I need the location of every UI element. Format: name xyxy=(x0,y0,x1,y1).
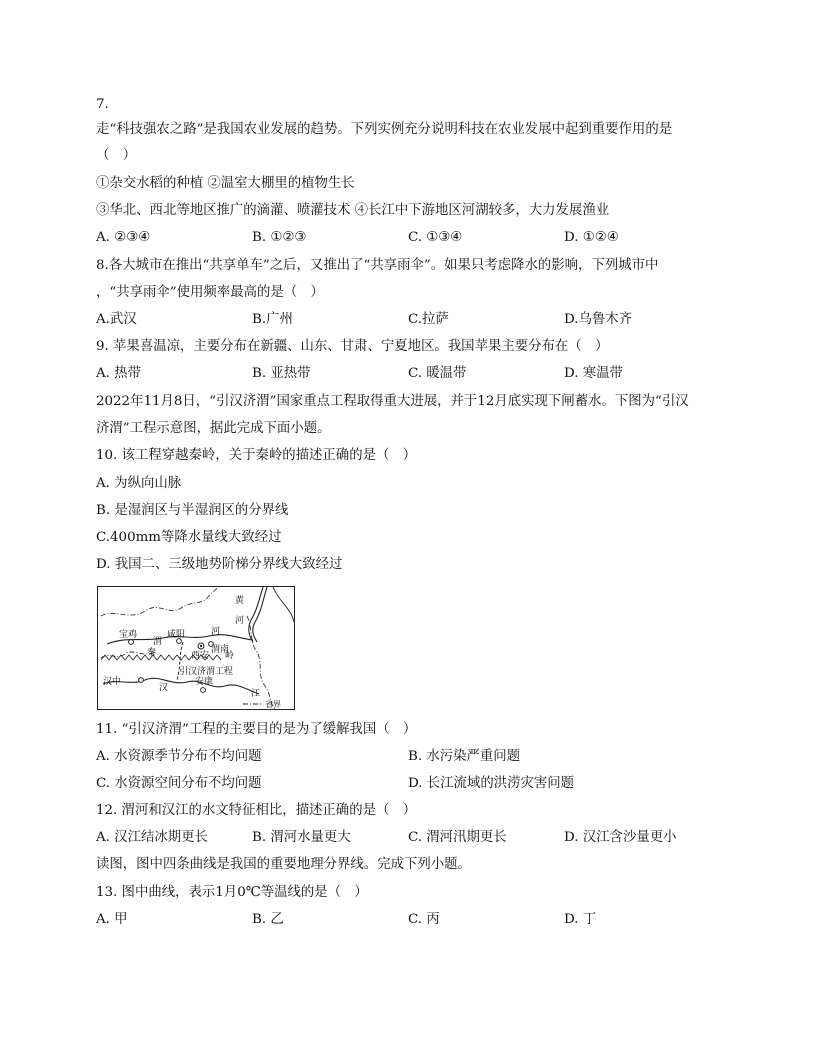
q7-bracket: （ ） xyxy=(96,148,137,163)
map-legend-label: 省界 xyxy=(265,700,281,709)
map-label-xian: 西安 xyxy=(191,651,210,661)
q10-option-a[interactable]: A. 为纵向山脉 xyxy=(96,476,182,491)
q11-option-b[interactable]: B. 水污染严重问题 xyxy=(408,749,521,764)
intro-13: 读图，图中四条曲线是我国的重要地理分界线。完成下列小题。 xyxy=(96,857,471,872)
q11-stem: 11. “引汉济渭”工程的主要目的是为了缓解我国（ ） xyxy=(96,722,417,737)
baoji-city-marker xyxy=(129,640,134,645)
q12-option-d[interactable]: D. 汉江含沙量更小 xyxy=(564,830,677,845)
map-label-huang: 黄 xyxy=(235,596,245,606)
q13-option-d[interactable]: D. 丁 xyxy=(564,912,597,927)
map-label-weinan: 渭南 xyxy=(211,645,230,655)
map-label-ling: 岭 xyxy=(225,651,235,661)
q7-option-a[interactable]: A. ②③④ xyxy=(96,230,151,245)
q7-statement-1: ①杂交水稻的种植 ②温室大棚里的植物生长 xyxy=(96,176,355,191)
q10-option-c[interactable]: C.400mm等降水量线大致经过 xyxy=(96,530,282,545)
q7-option-b[interactable]: B. ①②③ xyxy=(252,230,307,245)
q13-option-b[interactable]: B. 乙 xyxy=(252,912,284,927)
map-label-han: 汉 xyxy=(159,683,169,693)
ankang-city-marker xyxy=(201,688,206,693)
q7-statement-2: ③华北、西北等地区推广的滴灌、喷灌技术 ④长江中下游地区河湖较多，大力发展渔业 xyxy=(96,203,610,218)
hanzhong-city-marker xyxy=(139,678,144,683)
q7-stem: 走“科技强农之路”是我国农业发展的趋势。下列实例充分说明科技在农业发展中起到重要作用的是 xyxy=(96,122,673,137)
map-label-he-yellow: 河 xyxy=(235,616,245,626)
intro-10-12-line-1: 2022年11月8日，“引汉济渭”国家重点工程取得重大进展，并于12月底实现下闸蓄水。下图为“引汉 xyxy=(96,394,689,409)
q9-option-c[interactable]: C. 暖温带 xyxy=(408,366,467,381)
map-label-xianyang: 咸阳 xyxy=(167,630,186,640)
yinhan-jiwei-map xyxy=(97,586,295,710)
map-label-qin: 秦 xyxy=(147,648,157,658)
q9-option-b[interactable]: B. 亚热带 xyxy=(252,366,311,381)
q13-stem: 13. 图中曲线，表示1月0℃等温线的是（ ） xyxy=(96,885,368,900)
q8-option-d[interactable]: D.乌鲁木齐 xyxy=(564,312,633,327)
q8-option-c[interactable]: C.拉萨 xyxy=(408,312,449,327)
intro-10-12-line-2: 济渭”工程示意图，据此完成下面小题。 xyxy=(96,421,331,436)
q13-option-a[interactable]: A. 甲 xyxy=(96,912,128,927)
map-label-project: 引汉济渭工程 xyxy=(179,667,234,677)
q11-option-d[interactable]: D. 长江流域的洪涝灾害问题 xyxy=(408,776,575,791)
xian-capital-dot xyxy=(200,645,202,647)
q12-option-a[interactable]: A. 汉江结冰期更长 xyxy=(96,830,208,845)
q10-stem: 10. 该工程穿越秦岭，关于秦岭的描述正确的是（ ） xyxy=(96,448,417,463)
q10-option-b[interactable]: B. 是湿润区与半湿润区的分界线 xyxy=(96,503,289,518)
map-label-he-wei: 河 xyxy=(211,627,221,637)
map-label-wei: 渭 xyxy=(153,637,163,647)
map-frame xyxy=(98,587,295,710)
q13-option-c[interactable]: C. 丙 xyxy=(408,912,440,927)
q8-stem-line-2: ，“共享雨伞”使用频率最高的是（ ） xyxy=(96,285,324,300)
map-label-ankang: 安康 xyxy=(195,677,214,687)
map-svg xyxy=(97,586,295,710)
map-label-baoji: 宝鸡 xyxy=(119,630,138,640)
q12-option-c[interactable]: C. 渭河汛期更长 xyxy=(408,830,507,845)
q9-stem: 9. 苹果喜温凉，主要分布在新疆、山东、甘肃、宁夏地区。我国苹果主要分布在（ ） xyxy=(96,339,609,354)
q10-option-d[interactable]: D. 我国二、三级地势阶梯分界线大致经过 xyxy=(96,557,343,572)
q12-option-b[interactable]: B. 渭河水量更大 xyxy=(252,830,351,845)
q12-stem: 12. 渭河和汉江的水文特征相比，描述正确的是（ ） xyxy=(96,803,417,818)
q7-number: 7. xyxy=(96,97,109,112)
q9-option-d[interactable]: D. 寒温带 xyxy=(564,366,623,381)
q8-option-a[interactable]: A.武汉 xyxy=(96,312,137,327)
map-label-hanzhong: 汉中 xyxy=(103,677,122,687)
map-label-jiang: 江 xyxy=(251,689,261,699)
q7-option-d[interactable]: D. ①②④ xyxy=(564,230,619,245)
q9-option-a[interactable]: A. 热带 xyxy=(96,366,141,381)
q7-option-c[interactable]: C. ①③④ xyxy=(408,230,463,245)
q11-option-c[interactable]: C. 水资源空间分布不均问题 xyxy=(96,776,262,791)
q8-option-b[interactable]: B.广州 xyxy=(252,312,293,327)
q11-option-a[interactable]: A. 水资源季节分布不均问题 xyxy=(96,749,262,764)
q8-stem-line-1: 8.各大城市在推出“共享单车”之后，又推出了“共享雨伞”。如果只考虑降水的影响，下列城市中 xyxy=(96,258,659,273)
